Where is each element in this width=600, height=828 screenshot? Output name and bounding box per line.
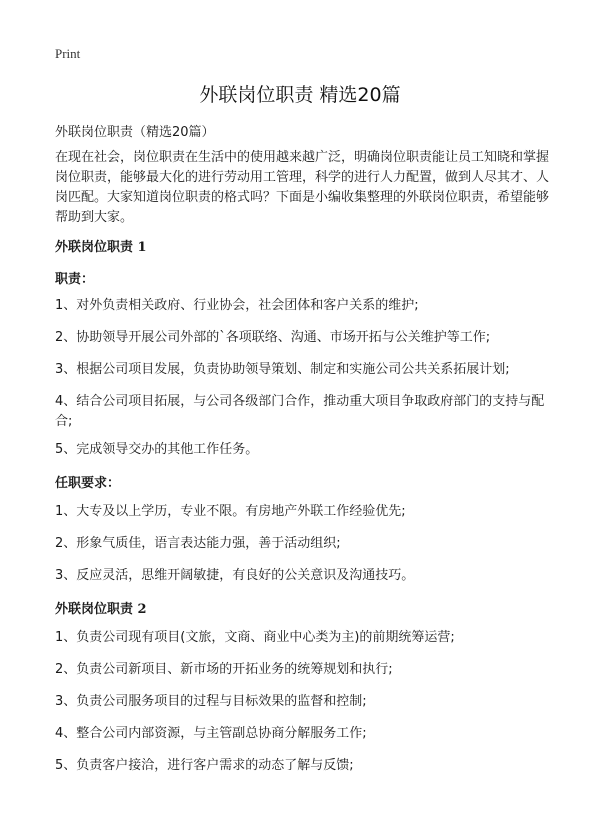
requirement-item: 3、反应灵活，思维开阔敏捷，有良好的公关意识及沟通技巧。 xyxy=(55,568,415,583)
duty-item: 5、完成领导交办的其他工作任务。 xyxy=(55,442,259,457)
duty-item: 1、对外负责相关政府、行业协会，社会团体和客户关系的维护; xyxy=(55,298,419,313)
duty-item: 3、根据公司项目发展，负责协助领导策划、制定和实施公司公共关系拓展计划; xyxy=(55,362,510,377)
duty-item: 5、负责客户接洽，进行客户需求的动态了解与反馈; xyxy=(55,758,354,773)
requirement-item: 2、形象气质佳，语言表达能力强，善于活动组织; xyxy=(55,536,341,551)
document-subtitle: 外联岗位职责（精选20篇） xyxy=(55,125,215,140)
page-title: 外联岗位职责 精选20篇 xyxy=(199,84,401,106)
intro-paragraph: 在现在社会，岗位职责在生活中的使用越来越广泛，明确岗位职责能让员工知晓和掌握岗位职责，能够最大化的进行劳动用工管理，科学的进行人力配置，做到人尽其才、人岗匹配。大家知道岗位职责的格式吗？下面是小编收集整理的外联岗位职责，希望能够帮助到大家。 xyxy=(55,150,550,225)
requirements-heading: 任职要求： xyxy=(55,476,121,491)
duty-item: 3、负责公司服务项目的过程与目标效果的监督和控制; xyxy=(55,694,367,709)
duty-item: 2、负责公司新项目、新市场的开拓业务的统筹规划和执行; xyxy=(55,662,393,677)
duty-item: 1、负责公司现有项目(文旅，文商、商业中心类为主)的前期统筹运营; xyxy=(55,630,455,645)
print-link[interactable]: Print xyxy=(55,46,81,61)
duties-heading: 职责： xyxy=(55,272,95,287)
section-1-title: 外联岗位职责 1 xyxy=(55,240,147,255)
duty-item: 2、协助领导开展公司外部的`各项联络、沟通、市场开拓与公关维护等工作; xyxy=(55,330,491,345)
requirement-item: 1、大专及以上学历，专业不限。有房地产外联工作经验优先; xyxy=(55,504,406,519)
section-2-title: 外联岗位职责 2 xyxy=(55,602,147,617)
duty-item: 4、整合公司内部资源，与主管副总协商分解服务工作; xyxy=(55,726,367,741)
duty-item: 4、结合公司项目拓展，与公司各级部门合作，推动重大项目争取政府部门的支持与配合; xyxy=(55,394,545,429)
